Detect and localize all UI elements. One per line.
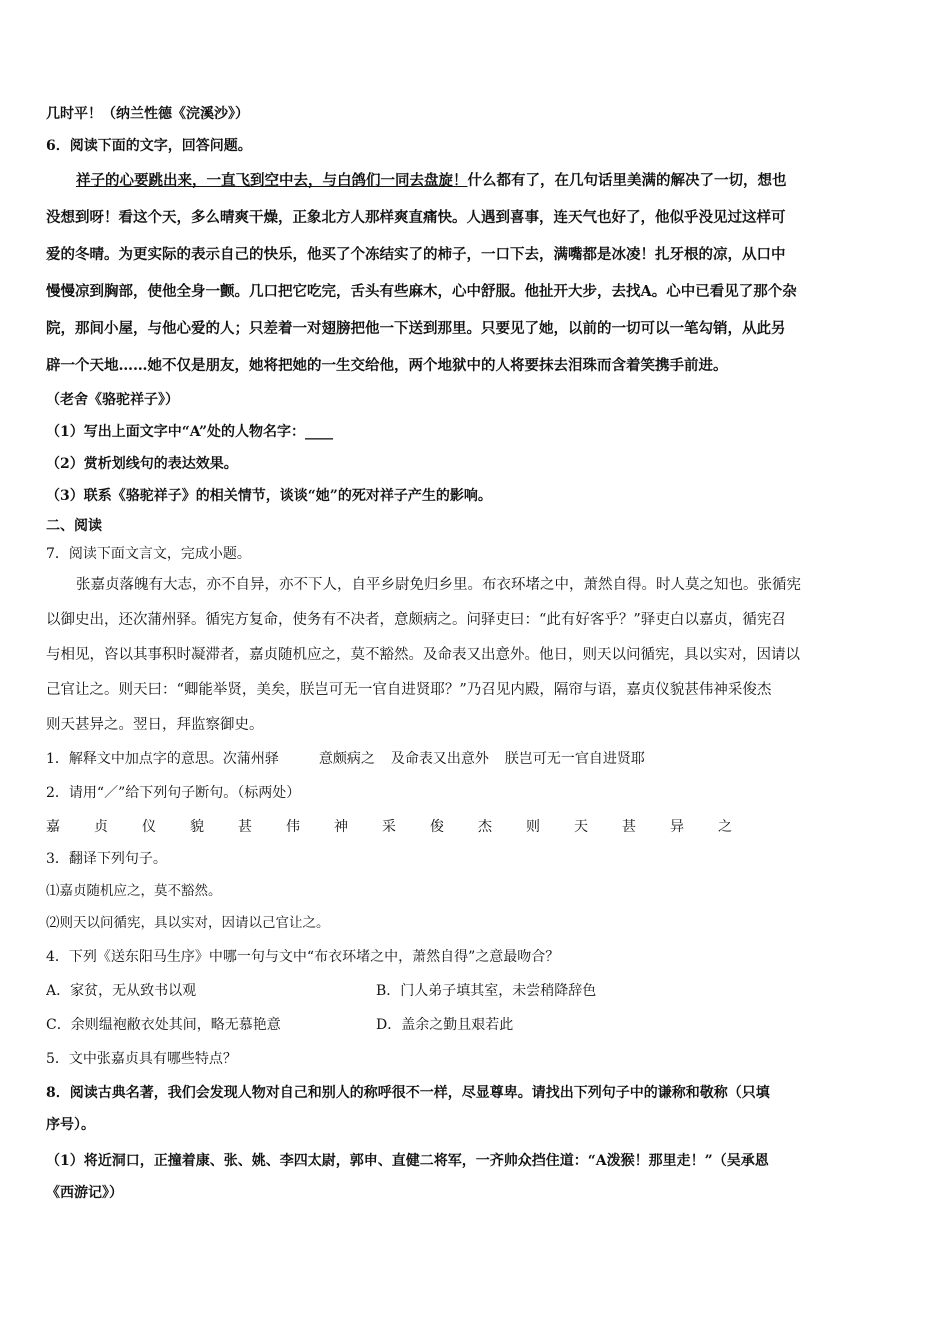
term-3: 及命表又出意外 — [390, 751, 489, 767]
sentence-char: 天 — [574, 819, 588, 835]
question-6-sub-1: （1）写出上面文字中“A”处的人物名字：____ — [46, 424, 334, 440]
question-8-heading-cont: 序号）。 — [46, 1117, 95, 1133]
punctuation-sentence — [46, 811, 906, 843]
sentence-char: 甚 — [238, 819, 252, 835]
question-6-sub-3: （3）联系《骆驼祥子》的相关情节，谈谈“她”的死对祥子产生的影响。 — [46, 488, 492, 504]
translate-sentence-2: ⑵则天以问循宪，具以实对，因请以己官让之。 — [46, 915, 330, 931]
question-6-sub-2: （2）赏析划线句的表达效果。 — [46, 456, 238, 472]
classical-text-line: 与相见，咨以其事积时凝滞者，嘉贞随机应之，莫不豁然。及命表又出意外。他日，则天以问循宪，具以实对，因请以 — [46, 647, 800, 663]
sentence-char: 则 — [526, 819, 540, 835]
term-2: 意颇病之 — [318, 751, 375, 767]
section-heading: 二、阅读 — [46, 518, 102, 534]
question-7-heading: 7．阅读下面文言文，完成小题。 — [46, 546, 251, 562]
sentence-char: 伟 — [286, 819, 300, 835]
option-c: C．余则缊袍敝衣处其间，略无慕艳意 — [46, 1017, 281, 1033]
classical-text-line: 己官让之。则天曰：“卿能举贤，美矣，朕岂可无一官自进贤耶？”乃召见内殿，隔帘与语，嘉贞仪貌甚伟神采俊杰 — [46, 682, 772, 698]
option-d: D．盖余之勤且艰若此 — [376, 1017, 514, 1033]
poem-ending-line: 几时平！（纳兰性德《浣溪沙》） — [46, 106, 249, 122]
sentence-char: 采 — [382, 819, 396, 835]
passage-text: 什么都有了，在几句话里美满的解决了一切，想也 — [467, 172, 787, 189]
question-7-item-5: 5．文中张嘉贞具有哪些特点？ — [46, 1051, 237, 1067]
sentence-char: 之 — [718, 819, 732, 835]
option-b: B．门人弟子填其室，未尝稍降辞色 — [376, 983, 597, 999]
document-page — [46, 98, 906, 1209]
classical-text-line: 则天甚异之。翌日，拜监察御史。 — [46, 717, 264, 733]
passage-line: 慢慢凉到胸部，使他全身一颤。几口把它吃完，舌头有些麻木，心中舒服。他扯开大步，去找A。心中已看见了那个杂 — [46, 283, 797, 300]
passage-line: 院，那间小屋，与他心爱的人；只差着一对翅膀把他一下送到那里。只要见了她，以前的一切可以一笔勾销，从此另 — [46, 320, 786, 337]
options-row — [46, 1009, 906, 1041]
sentence-char: 杰 — [478, 819, 492, 835]
item-1-lead: 1．解释文中加点字的意思。 — [46, 751, 223, 767]
classical-text-line: 以御史出，还次蒲州驿。循宪方复命，使务有不决者，意颇病之。问驿吏曰：“此有好客乎？”驿吏白以嘉贞，循宪召 — [46, 612, 786, 628]
passage-source: （老舍《骆驼祥子》） — [46, 392, 179, 408]
sentence-char: 仪 — [142, 819, 156, 835]
question-8-heading: 8．阅读古典名著，我们会发现人物对自己和别人的称呼很不一样，尽显尊卑。请找出下列句子中的谦称和敬称（只填 — [46, 1085, 770, 1101]
passage-line: 没想到呀！看这个天，多么晴爽干燥，正象北方人那样爽直痛快。人遇到喜事，连天气也好了，他似乎没见过这样可 — [46, 209, 786, 226]
sentence-char: 甚 — [622, 819, 636, 835]
classical-text-line: 张嘉贞落魄有大志，亦不自异，亦不下人，自平乡尉免归乡里。布衣环堵之中，萧然自得。时人莫之知也。张循宪 — [76, 577, 801, 593]
question-8-sub-1-cont: 《西游记》） — [46, 1185, 123, 1201]
passage-line — [46, 162, 906, 199]
question-7-item-1 — [46, 743, 906, 775]
underlined-sentence: 祥子的心要跳出来，一直飞到空中去，与白鸽们一同去盘旋！ — [76, 172, 468, 189]
sentence-char: 神 — [334, 819, 348, 835]
term-1: 次蒲州驿 — [222, 751, 279, 767]
options-row — [46, 975, 906, 1007]
question-6-heading: 6．阅读下面的文字，回答问题。 — [46, 138, 252, 154]
question-7-item-2: 2．请用“／”给下列句子断句。（标两处） — [46, 785, 301, 801]
translate-sentence-1: ⑴嘉贞随机应之，莫不豁然。 — [46, 883, 222, 899]
question-7-item-4: 4．下列《送东阳马生序》中哪一句与文中“布衣环堵之中，萧然自得”之意最吻合？ — [46, 949, 560, 965]
question-7-item-3: 3．翻译下列句子。 — [46, 851, 167, 867]
sentence-char: 貌 — [190, 819, 204, 835]
sentence-char: 异 — [670, 819, 684, 835]
sentence-char: 俊 — [430, 819, 444, 835]
passage-line: 辟一个天地……她不仅是朋友，她将把她的一生交给他，两个地狱中的人将要抹去泪珠而含着笑携手前进。 — [46, 357, 728, 374]
question-8-sub-1: （1）将近洞口，正撞着康、张、姚、李四太尉，郭申、直健二将军，一齐帅众挡住道：“A泼猴！那里走！”（吴承恩 — [46, 1153, 769, 1169]
passage-line: 爱的冬晴。为更实际的表示自己的快乐，他买了个冻结实了的柿子，一口下去，满嘴都是冰凌！扎牙根的凉，从口中 — [46, 246, 786, 263]
sentence-char: 贞 — [94, 819, 108, 835]
option-a: A．家贫，无从致书以观 — [46, 983, 197, 999]
term-4: 朕岂可无一官自进贤耶 — [504, 751, 645, 767]
sentence-char: 嘉 — [46, 819, 60, 835]
